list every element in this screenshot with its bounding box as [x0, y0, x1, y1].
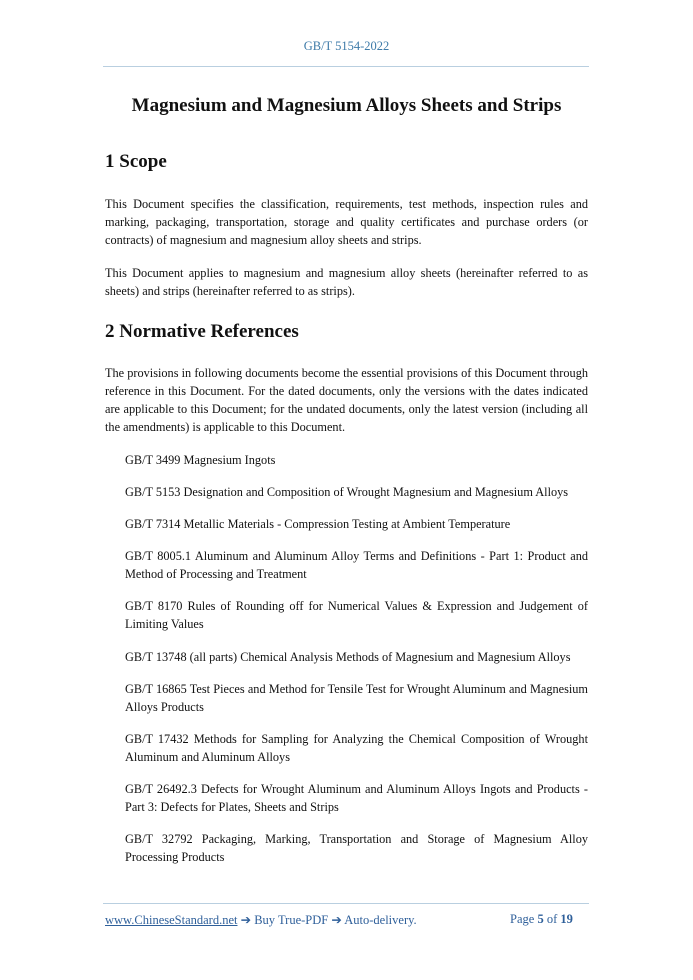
reference-item: GB/T 13748 (all parts) Chemical Analysis Methods of Magnesium and Magnesium Alloys — [125, 650, 571, 664]
footer-promo-text: ➔ Buy True-PDF ➔ Auto-delivery. — [237, 913, 417, 927]
reference-item: GB/T 8005.1 Aluminum and Aluminum Alloy Terms and Definitions - Part 1: Product and Method of Processing and Treatment — [125, 549, 588, 581]
reference-item: GB/T 7314 Metallic Materials - Compression Testing at Ambient Temperature — [125, 517, 511, 531]
page-label: Page — [510, 912, 535, 926]
section-heading-scope: 1 Scope — [105, 151, 167, 172]
reference-item: GB/T 26492.3 Defects for Wrought Aluminum and Aluminum Alloys Ingots and Products - Part 3: Defects for Plates, Sheets and Strips — [125, 782, 588, 814]
reference-item: GB/T 8170 Rules of Rounding off for Numerical Values & Expression and Judgement of Limiting Values — [125, 599, 588, 631]
document-code-header: GB/T 5154-2022 — [303, 39, 390, 53]
reference-item: GB/T 16865 Test Pieces and Method for Tensile Test for Wrought Aluminum and Magnesium Alloys Products — [125, 682, 588, 714]
reference-item: GB/T 32792 Packaging, Marking, Transportation and Storage of Magnesium Alloy Processing Products — [125, 832, 588, 864]
website-link[interactable]: www.ChineseStandard.net — [105, 913, 238, 927]
footer-divider — [103, 903, 589, 904]
current-page: 5 — [537, 912, 544, 926]
header-divider — [103, 66, 589, 67]
footer-promo — [105, 912, 417, 928]
page-indicator — [510, 912, 573, 927]
total-pages: 19 — [560, 912, 573, 926]
paragraph: This Document applies to magnesium and magnesium alloy sheets (hereinafter referred to as sheets) and strips (hereinafter referred to as strips). — [105, 266, 588, 298]
of-label: of — [546, 912, 558, 926]
reference-item: GB/T 5153 Designation and Composition of Wrought Magnesium and Magnesium Alloys — [125, 485, 569, 499]
reference-item: GB/T 3499 Magnesium Ingots — [125, 453, 276, 467]
section-heading-normative-references: 2 Normative References — [105, 321, 299, 342]
reference-item: GB/T 17432 Methods for Sampling for Analyzing the Chemical Composition of Wrought Aluminum and Aluminum Alloys — [125, 732, 588, 764]
paragraph: This Document specifies the classification, requirements, test methods, inspection rules and marking, packaging, transportation, storage and quality certificates and purchase orders (or contracts) of magnesium and magnesium alloy sheets and strips. — [105, 197, 588, 247]
document-title: Magnesium and Magnesium Alloys Sheets and Strips — [131, 95, 562, 116]
paragraph: The provisions in following documents become the essential provisions of this Document through reference in this Document. For the dated documents, only the versions with the dates indicated are applicable to this Document; for the undated documents, only the latest version (including all the amendments) is applicable to this Document. — [105, 366, 588, 434]
